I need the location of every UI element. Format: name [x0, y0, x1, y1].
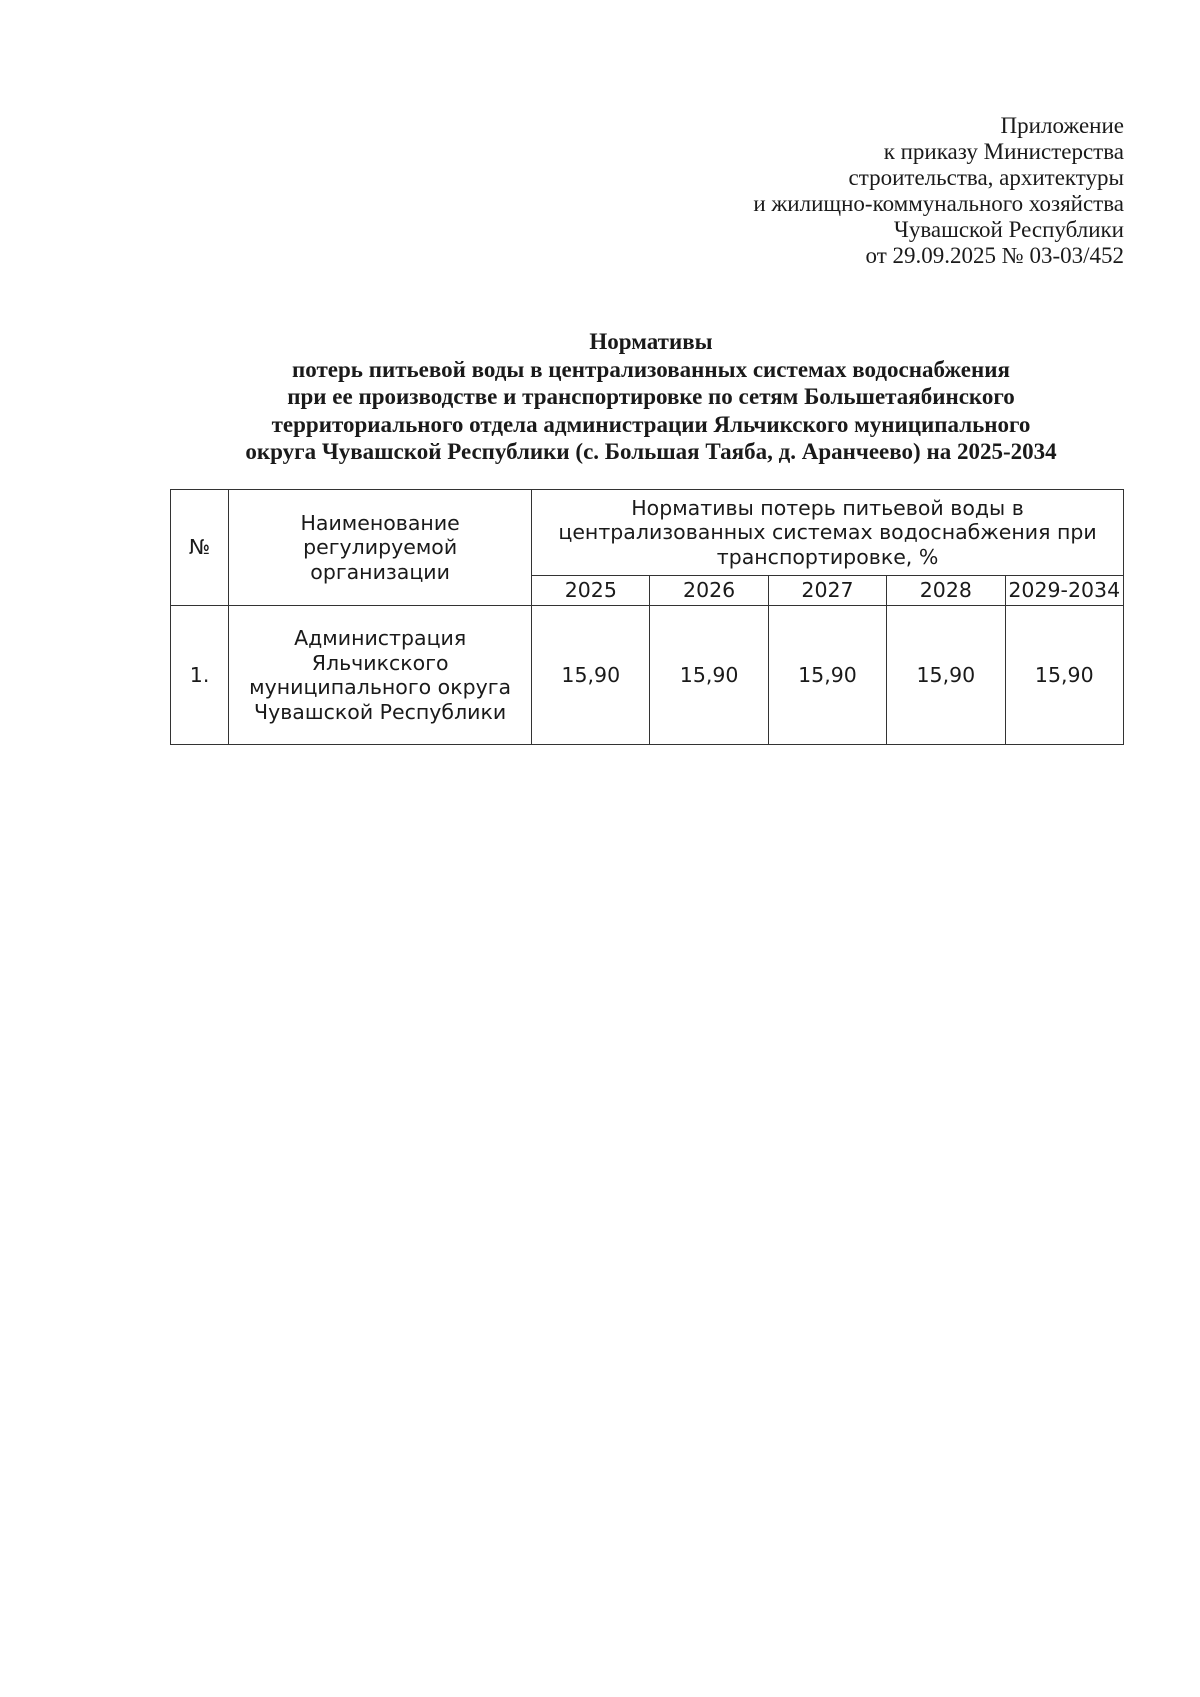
appendix-line: и жилищно-коммунального хозяйства [753, 191, 1124, 216]
header-year: 2026 [650, 576, 768, 606]
row-value: 15,90 [768, 606, 886, 745]
appendix-line: к приказу Министерства [883, 139, 1124, 164]
row-organization-line: Чувашской Республики [254, 699, 507, 724]
title-line: территориального отдела администрации Яльчикского муниципального [271, 411, 1031, 437]
row-organization-line: муниципального округа [249, 675, 512, 699]
header-organization-line: Наименование [300, 510, 460, 535]
header-year: 2025 [532, 576, 650, 606]
header-norms-line: Нормативы потерь питьевой воды в [631, 495, 1024, 520]
row-value: 15,90 [887, 606, 1005, 745]
appendix-line: Приложение [1000, 113, 1124, 138]
row-organization [229, 606, 532, 745]
title-line: при ее производстве и транспортировке по сетям Большетаябинского [287, 384, 1015, 409]
row-value: 15,90 [650, 606, 768, 745]
document-title [140, 328, 1162, 466]
title-line: округа Чувашской Республики (с. Большая Таяба, д. Аранчеево) на 2025-2034 [245, 439, 1057, 464]
title-heading: Нормативы [589, 329, 713, 354]
appendix-line: строительства, архитектуры [848, 165, 1124, 190]
header-year: 2027 [768, 576, 886, 606]
table-row [171, 606, 1124, 745]
row-number: 1. [171, 606, 229, 745]
header-year: 2028 [887, 576, 1005, 606]
row-value: 15,90 [1005, 606, 1123, 745]
row-organization-line: Администрация [294, 626, 467, 650]
header-organization-line: организации [310, 559, 450, 584]
header-norms [532, 490, 1124, 576]
header-year: 2029-2034 [1005, 576, 1123, 606]
row-organization-line: Яльчикского [311, 650, 449, 675]
header-organization [229, 490, 532, 606]
header-organization-line: регулируемой [303, 535, 458, 560]
appendix-line: Чувашской Республики [893, 217, 1124, 242]
header-norms-line: транспортировке, % [716, 544, 939, 569]
appendix-header [753, 113, 1124, 269]
header-number: № [171, 490, 229, 606]
table-header-row [171, 490, 1124, 576]
norms-table [170, 489, 1124, 745]
header-norms-line: централизованных системах водоснабжения при [558, 520, 1097, 545]
title-line: потерь питьевой воды в централизованных системах водоснабжения [292, 356, 1010, 382]
appendix-order-date: от 29.09.2025 № 03-03/452 [865, 243, 1124, 268]
row-value: 15,90 [532, 606, 650, 745]
